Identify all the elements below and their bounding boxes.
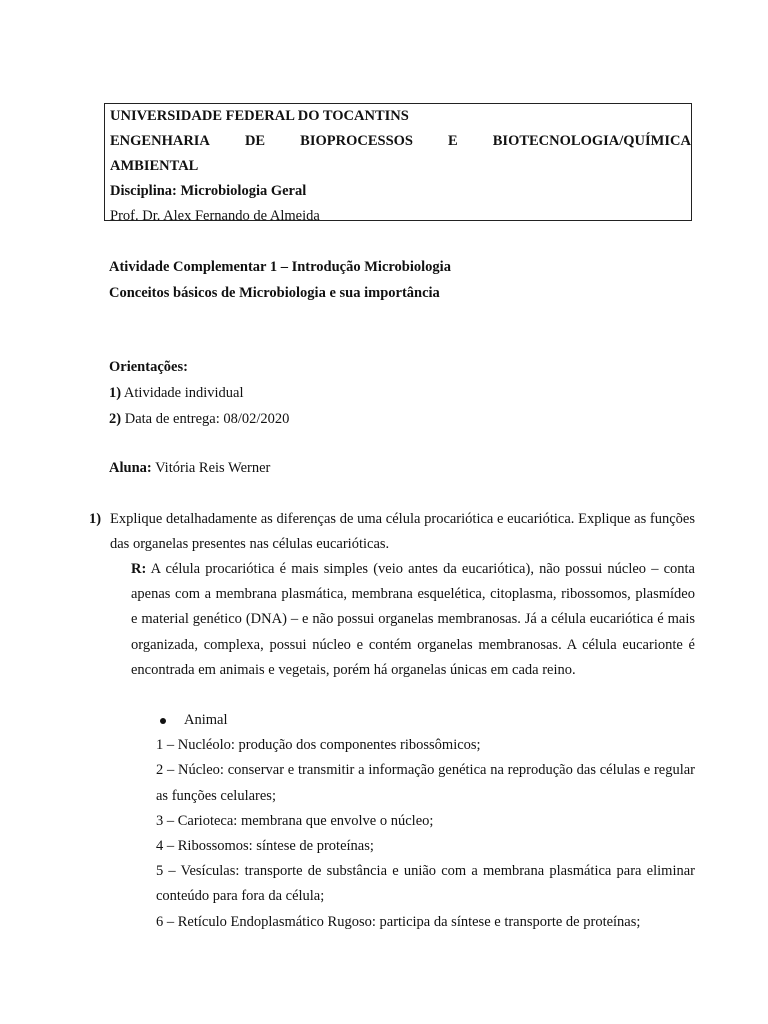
list-item: 1 – Nucléolo: produção dos componentes ribossômicos; <box>156 737 481 754</box>
answer-label: R: <box>131 561 147 577</box>
guidelines-heading: Orientações: <box>109 359 188 375</box>
answer-1 <box>110 557 695 683</box>
course-word: BIOPROCESSOS <box>300 133 413 149</box>
guideline-number: 2) <box>109 411 122 427</box>
list-item: 4 – Ribossomos: síntese de proteínas; <box>156 838 374 855</box>
discipline: Disciplina: Microbiologia Geral <box>110 183 307 199</box>
list-item: 6 – Retículo Endoplasmático Rugoso: participa da síntese e transporte de proteínas; <box>156 913 641 930</box>
header-box <box>104 103 692 224</box>
activity-title: Atividade Complementar 1 – Introdução Microbiologia <box>109 259 451 275</box>
student-name: Vitória Reis Werner <box>151 460 271 476</box>
list-item: 3 – Carioteca: membrana que envolve o núcleo; <box>156 812 434 829</box>
list-item: 2 – Núcleo: conservar e transmitir a informação genética na reprodução das células e regular as funções celulares; <box>156 762 695 804</box>
course-word: E <box>448 133 458 149</box>
bullet-item-animal <box>158 708 695 733</box>
professor: Prof. Dr. Alex Fernando de Almeida <box>110 208 320 224</box>
course-word: ENGENHARIA <box>110 133 210 149</box>
animal-organelle-list <box>156 708 695 935</box>
course-word: DE <box>244 133 266 149</box>
course-name-line1 <box>110 129 691 154</box>
guideline-text: Data de entrega: 08/02/2020 <box>121 411 290 427</box>
guideline-number: 1) <box>109 385 122 401</box>
question-1 <box>89 507 695 557</box>
student-label: Aluna: <box>109 460 152 476</box>
question-text: Explique detalhadamente as diferenças de uma célula procariótica e eucariótica. Explique as funções das organelas presentes nas células eucarióticas. <box>110 511 695 552</box>
answer-paragraph <box>110 557 695 683</box>
answer-text: A célula procariótica é mais simples (veio antes da eucariótica), não possui núcleo – conta apenas com a membrana plasmática, membrana esquelética, citoplasma, ribossomos, plasmídeo e material genético (DNA) – e não possui organelas membranosas. Já a célula eucariótica é mais organizada, complexa, possui núcleo e contém organelas membranosas. A célula eucarionte é encontrada em animais e vegetais, porém há organelas únicas em cada reino. <box>131 561 695 678</box>
list-item: 5 – Vesículas: transporte de substância e união com a membrana plasmática para eliminar conteúdo para fora da célula; <box>156 863 695 905</box>
guideline-item-1 <box>109 380 289 406</box>
activity-block <box>109 254 451 306</box>
guideline-text: Atividade individual <box>121 385 244 401</box>
university-name: UNIVERSIDADE FEDERAL DO TOCANTINS <box>110 108 409 124</box>
activity-subtitle: Conceitos básicos de Microbiologia e sua importância <box>109 285 440 301</box>
bullet-label: Animal <box>184 712 228 728</box>
bullet-icon <box>160 718 166 724</box>
question-number: 1) <box>89 511 102 527</box>
course-word: BIOTECNOLOGIA/QUÍMICA <box>492 133 691 149</box>
course-name-line2: AMBIENTAL <box>110 158 199 174</box>
guideline-item-2 <box>109 406 289 432</box>
student-line <box>109 455 270 481</box>
guidelines-block <box>109 354 289 432</box>
